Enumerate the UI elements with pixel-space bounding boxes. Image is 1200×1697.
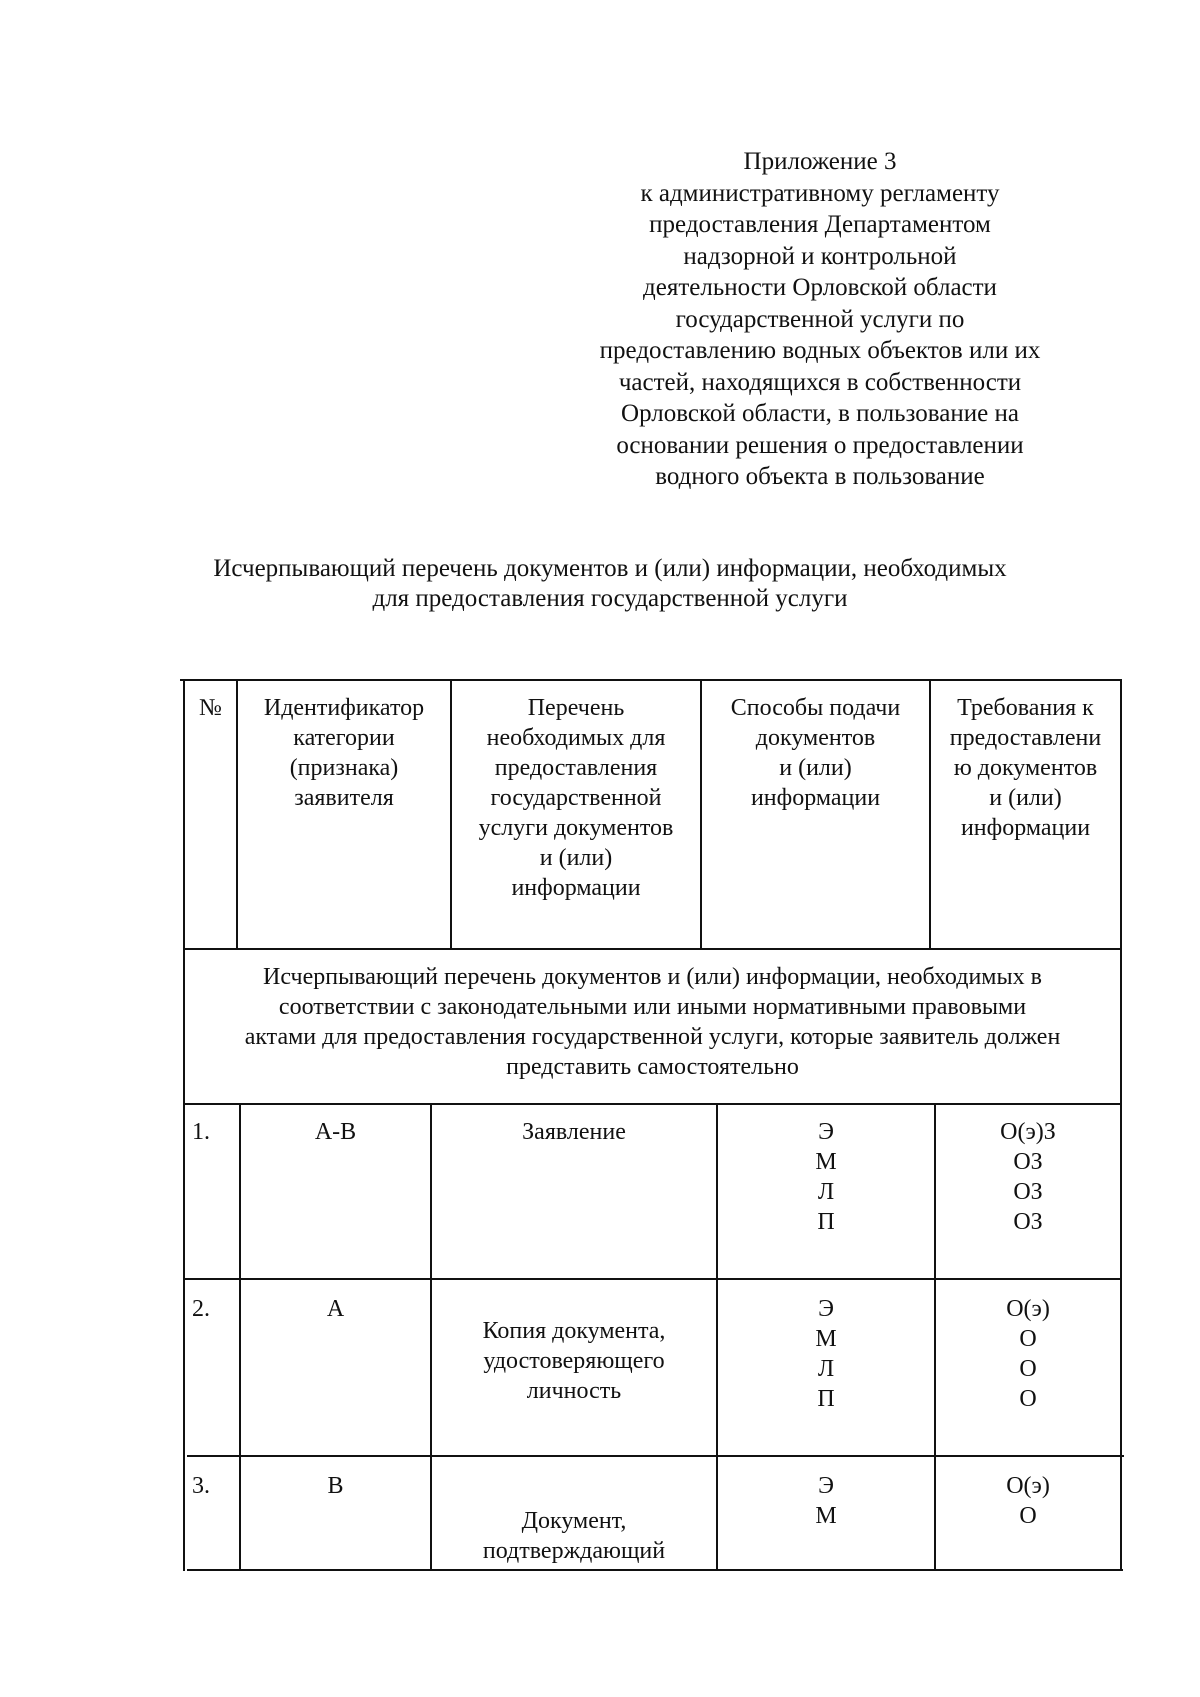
table-border-left bbox=[183, 679, 185, 1571]
header-text: Требования к bbox=[957, 695, 1094, 721]
appendix-line: к административному регламенту bbox=[640, 179, 1000, 207]
method-code: М bbox=[815, 1326, 837, 1352]
method-code: М bbox=[815, 1149, 837, 1175]
requirement-code: О(э)З bbox=[1000, 1119, 1056, 1145]
requirement-code: ОЗ bbox=[1013, 1149, 1043, 1175]
title-line: Исчерпывающий перечень документов и (или) информации, необходимых bbox=[213, 555, 1007, 582]
header-text: Идентификатор bbox=[263, 695, 425, 721]
row3-number bbox=[192, 1471, 237, 1501]
document-title bbox=[150, 554, 1070, 614]
document-name: Документ, bbox=[521, 1508, 627, 1534]
header-text: информации bbox=[960, 815, 1091, 841]
requirement-code: О bbox=[1019, 1503, 1037, 1529]
header-text: информации bbox=[511, 875, 641, 901]
row1-document bbox=[432, 1117, 716, 1147]
document-name: удостоверяющего bbox=[483, 1348, 665, 1374]
row3-document bbox=[432, 1506, 716, 1566]
appendix-line: Орловской области, в пользование на bbox=[621, 400, 1019, 427]
row3-methods bbox=[718, 1471, 934, 1531]
document-name: Заявление bbox=[522, 1119, 626, 1145]
header-text: категории bbox=[293, 725, 395, 751]
requirement-code: О bbox=[1019, 1386, 1037, 1412]
row2-document bbox=[432, 1316, 716, 1406]
header-document-list bbox=[452, 693, 700, 903]
header-text: государственной bbox=[490, 785, 662, 811]
appendix-line: предоставления Департаментом bbox=[649, 211, 991, 238]
header-text: № bbox=[199, 695, 222, 721]
section-line: актами для предоставления государственной услуги, которые заявитель должен bbox=[244, 1024, 1061, 1050]
header-text: предоставлени bbox=[949, 725, 1102, 751]
row3-category bbox=[241, 1471, 430, 1501]
header-submission-methods bbox=[702, 693, 929, 813]
appendix-line: деятельности Орловской области bbox=[643, 274, 997, 301]
requirement-code: ОЗ bbox=[1013, 1179, 1043, 1205]
row1-number bbox=[192, 1117, 237, 1147]
appendix-line: надзорной и контрольной bbox=[683, 242, 957, 270]
header-requirements bbox=[931, 693, 1120, 843]
header-text: Способы подачи bbox=[730, 695, 901, 721]
document-name: личность bbox=[526, 1378, 622, 1404]
header-text: ю документов bbox=[953, 755, 1098, 781]
section-line: представить самостоятельно bbox=[506, 1054, 799, 1080]
category-code: В bbox=[327, 1473, 344, 1499]
row2-number bbox=[192, 1294, 237, 1324]
header-text: и (или) bbox=[989, 785, 1062, 811]
row3-requirements bbox=[936, 1471, 1120, 1531]
method-code: Л bbox=[817, 1356, 835, 1382]
appendix-line: предоставлению водных объектов или их bbox=[599, 337, 1041, 364]
category-code: А-В bbox=[314, 1119, 357, 1145]
row1-category bbox=[241, 1117, 430, 1147]
requirement-code: О bbox=[1019, 1326, 1037, 1352]
table-rule-row2 bbox=[187, 1455, 1124, 1457]
table-border-bottom bbox=[187, 1569, 1123, 1571]
header-text: документов bbox=[755, 725, 876, 751]
row-number: 2. bbox=[192, 1296, 210, 1322]
row2-requirements bbox=[936, 1294, 1120, 1414]
header-text: услуги документов bbox=[478, 815, 674, 841]
table-border-top bbox=[180, 679, 1122, 681]
method-code: Э bbox=[818, 1296, 834, 1322]
row2-methods bbox=[718, 1294, 934, 1414]
method-code: П bbox=[817, 1386, 835, 1412]
category-code: А bbox=[326, 1296, 345, 1322]
row2-category bbox=[241, 1294, 430, 1324]
method-code: Э bbox=[818, 1119, 834, 1145]
row-number: 3. bbox=[192, 1473, 210, 1499]
table-rule-header bbox=[183, 948, 1122, 950]
header-text: и (или) bbox=[779, 755, 852, 781]
header-text: Перечень bbox=[527, 695, 625, 721]
header-text: (признака) bbox=[289, 755, 399, 781]
requirement-code: О(э) bbox=[1006, 1296, 1050, 1322]
table-rule-row1 bbox=[185, 1278, 1122, 1280]
header-text: и (или) bbox=[539, 845, 613, 871]
requirement-code: О(э) bbox=[1006, 1473, 1050, 1499]
method-code: П bbox=[817, 1209, 835, 1235]
table-border-right bbox=[1120, 679, 1122, 1571]
row-number: 1. bbox=[192, 1119, 210, 1145]
section-line: Исчерпывающий перечень документов и (или) информации, необходимых в bbox=[263, 964, 1042, 990]
section-line: соответствии с законодательными или иными нормативными правовыми bbox=[278, 994, 1027, 1020]
document-name: подтверждающий bbox=[482, 1538, 666, 1564]
document-name: Копия документа, bbox=[482, 1318, 666, 1344]
appendix-line: частей, находящихся в собственности bbox=[618, 368, 1022, 396]
method-code: М bbox=[815, 1503, 837, 1529]
header-number bbox=[185, 693, 236, 723]
title-line: для предоставления государственной услуги bbox=[372, 585, 848, 612]
appendix-line: государственной услуги по bbox=[675, 305, 965, 333]
appendix-line: Приложение 3 bbox=[743, 148, 897, 175]
row1-methods bbox=[718, 1117, 934, 1237]
header-text: необходимых для bbox=[486, 725, 666, 751]
row1-requirements bbox=[936, 1117, 1120, 1237]
header-text: заявителя bbox=[294, 785, 394, 811]
header-text: информации bbox=[750, 785, 881, 811]
section-heading bbox=[185, 962, 1120, 1082]
appendix-header bbox=[570, 146, 1070, 493]
appendix-line: водного объекта в пользование bbox=[655, 463, 985, 490]
method-code: Л bbox=[817, 1179, 835, 1205]
header-text: предоставления bbox=[494, 755, 658, 781]
method-code: Э bbox=[818, 1473, 834, 1499]
header-category bbox=[238, 693, 450, 813]
requirement-code: ОЗ bbox=[1013, 1209, 1043, 1235]
requirement-code: О bbox=[1019, 1356, 1037, 1382]
appendix-line: основании решения о предоставлении bbox=[616, 431, 1024, 459]
table-rule-section bbox=[185, 1103, 1122, 1105]
